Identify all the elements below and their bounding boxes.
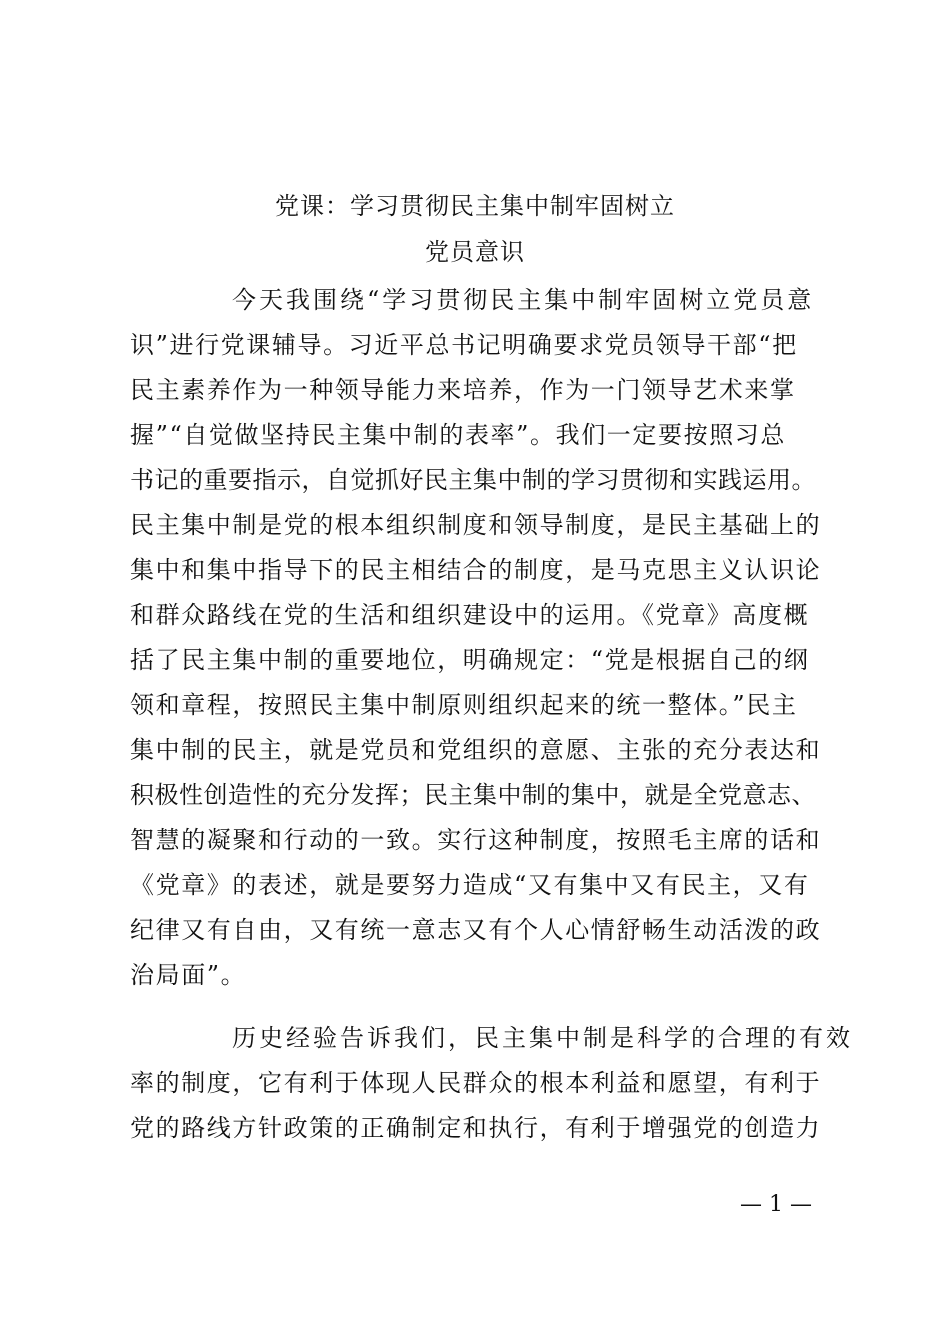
paragraph-line: 纪律又有自由，又有统一意志又有个人心情舒畅生动活泼的政 — [130, 916, 822, 944]
paragraph-line: 书记的重要指示，自觉抓好民主集中制的学习贯彻和实践运用。 — [130, 466, 816, 494]
paragraph-line: 握”“自觉做坚持民主集中制的表率”。我们一定要按照习总 — [130, 421, 787, 449]
page-number: — 1 — — [740, 1192, 812, 1217]
paragraph-line: 民主集中制是党的根本组织制度和领导制度，是民主基础上的 — [130, 511, 822, 539]
document-title-line1: 党课：学习贯彻民主集中制牢固树立 — [275, 192, 675, 220]
paragraph-line: 集中和集中指导下的民主相结合的制度，是马克思主义认识论 — [130, 556, 822, 584]
paragraph-line: 智慧的凝聚和行动的一致。实行这种制度，按照毛主席的话和 — [130, 826, 822, 854]
paragraph-line: 党的路线方针政策的正确制定和执行，有利于增强党的创造力 — [130, 1114, 822, 1142]
paragraph-line: 积极性创造性的充分发挥；民主集中制的集中，就是全党意志、 — [130, 781, 816, 809]
paragraph-line: 括了民主集中制的重要地位，明确规定：“党是根据自己的纲 — [130, 646, 810, 674]
paragraph-line: 和群众路线在党的生活和组织建设中的运用。《党章》高度概 — [130, 601, 810, 629]
paragraph-line: 民主素养作为一种领导能力来培养，作为一门领导艺术来掌 — [130, 376, 796, 404]
paragraph-line: 率的制度，它有利于体现人民群众的根本利益和愿望，有利于 — [130, 1069, 822, 1097]
paragraph-line: 《党章》的表述，就是要努力造成“又有集中又有民主，又有 — [130, 871, 810, 899]
paragraph-line: 治局面”。 — [130, 961, 247, 989]
document-title-line2: 党员意识 — [425, 238, 525, 266]
paragraph-line: 历史经验告诉我们，民主集中制是科学的合理的有效 — [232, 1024, 853, 1052]
paragraph-line: 集中制的民主，就是党员和党组织的意愿、主张的充分表达和 — [130, 736, 822, 764]
paragraph-line: 识”进行党课辅导。习近平总书记明确要求党员领导干部“把 — [130, 331, 798, 359]
paragraph-line: 今天我围绕“学习贯彻民主集中制牢固树立党员意 — [232, 286, 815, 314]
paragraph-line: 领和章程，按照民主集中制原则组织起来的统一整体。”民主 — [130, 691, 798, 719]
